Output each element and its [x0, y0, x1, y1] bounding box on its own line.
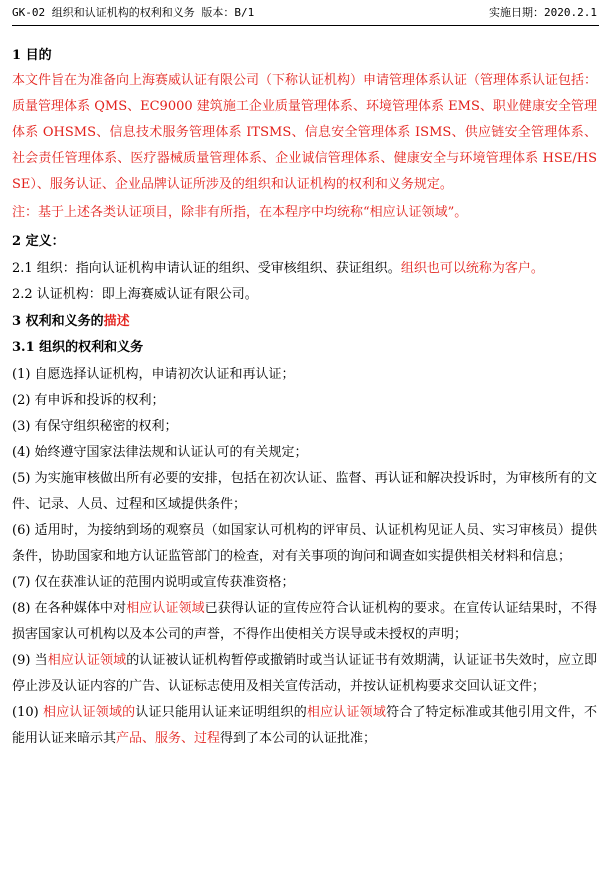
list-item-4: (4) 始终遵守国家法律法规和认证认可的有关规定； [12, 445, 308, 460]
definition-certification-body: 2.2 认证机构：即上海赛威认证有限公司。 [12, 287, 258, 302]
header-divider [12, 25, 599, 26]
list-item-8: (8) 在各种媒体中对相应认证领域已获得认证的宣传应符合认证机构的要求。在宣传认证结果时，不得损害国家认可机构以及本公司的声誉，不得作出使相关方误导或未授权的声明； [12, 601, 597, 642]
purpose-paragraph: 本文件旨在为准备向上海赛威认证有限公司（下称认证机构）申请管理体系认证（管理体系认证包括：质量管理体系 QMS、EC9000 建筑施工企业质量管理体系、环境管理体系 EMS、职业健康安全管理体系 OHSMS、信息技术服务管理体系 ITSMS、信息安全管理体系 ISMS、供应链安全管理体系、社会责任管理体系、医疗器械质量管理体系、企业诚信管理体系、健康安全与环境管理体系 HSE/HSSE）、服务认证、企业品牌认证所涉及的组织和认证机构的权利和义务规定。 [12, 73, 598, 192]
list-item-6: (6) 适用时，为接纳到场的观察员（如国家认可机构的评审员、认证机构见证人员、实习审核员）提供条件，协助国家和地方认证监管部门的检查，对有关事项的询问和调查如实提供相关材料和信息； [12, 523, 597, 564]
section-3-1-heading: 3.1 组织的权利和义务 [12, 340, 144, 355]
list-item-9: (9) 当相应认证领域的认证被认证机构暂停或撤销时或当认证证书有效期满，认证证书失效时，应立即停止涉及认证内容的广告、认证标志使用及相关宣传活动，并按认证机构要求交回认证文件； [12, 653, 597, 694]
document-body [12, 46, 597, 752]
section-1-heading: 1 目的 [12, 48, 52, 63]
scope-note: 注：基于上述各类认证项目，除非有所指，在本程序中均统称“相应认证领域”。 [12, 205, 468, 220]
document-title: GK-02 组织和认证机构的权利和义务 版本：B/1 [12, 6, 255, 19]
list-item-2: (2) 有申诉和投诉的权利； [12, 393, 165, 408]
list-item-1: (1) 自愿选择认证机构，申请初次认证和再认证； [12, 367, 295, 382]
list-item-7: (7) 仅在获准认证的范围内说明或宣传获准资格； [12, 575, 295, 590]
list-item-10: (10) 相应认证领域的认证只能用认证来证明组织的相应认证领域符合了特定标准或其他引用文件，不能用认证来暗示其产品、服务、过程得到了本公司的认证批准； [12, 705, 597, 746]
list-item-3: (3) 有保守组织秘密的权利； [12, 419, 178, 434]
section-2-heading: 2 定义： [12, 234, 65, 249]
definition-organization: 2.1 组织：指向认证机构申请认证的组织、受审核组织、获证组织。组织也可以统称为客户。 [12, 261, 544, 276]
effective-date: 实施日期：2020.2.1 [489, 6, 597, 19]
list-item-5: (5) 为实施审核做出所有必要的安排，包括在初次认证、监督、再认证和解决投诉时，为审核所有的文件、记录、人员、过程和区域提供条件； [12, 471, 597, 512]
section-3-heading: 3 权利和义务的描述 [12, 314, 130, 329]
